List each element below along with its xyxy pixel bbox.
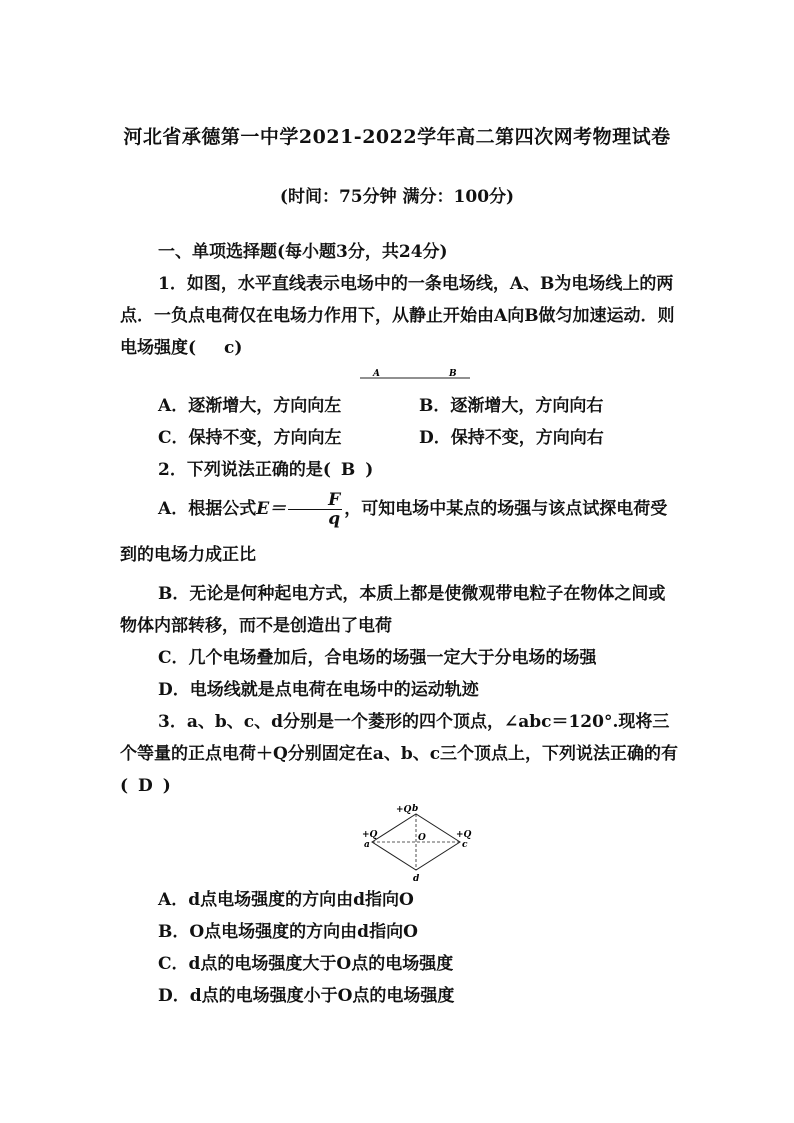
vertex-d-label: d bbox=[413, 874, 420, 884]
field-line-diagram bbox=[120, 364, 680, 390]
question-1-answer: c bbox=[224, 338, 235, 358]
section-heading: 一、单项选择题(每小题3分，共24分) bbox=[158, 242, 448, 262]
question-2-option-d: D．电场线就是点电荷在电场中的运动轨迹 bbox=[158, 680, 479, 700]
question-2-option-c: C．几个电场叠加后，合电场的场强一定大于分电场的场强 bbox=[158, 648, 597, 668]
charge-c-label: +Q bbox=[456, 830, 472, 840]
question-3-figure bbox=[120, 802, 680, 884]
question-2-stem: 2．下列说法正确的是( B ) bbox=[158, 460, 374, 480]
question-1-option-c: C．保持不变，方向向左 bbox=[158, 428, 342, 448]
question-1-options-row-1 bbox=[120, 390, 680, 422]
question-3-option-c: C．d点的电场强度大于O点的电场强度 bbox=[158, 954, 454, 974]
question-3-stem: 3．a、b、c、d分别是一个菱形的四个顶点，∠abc＝120°.现将三个等量的正点电荷＋Q分别固定在a、b、c三个顶点上，下列说法正确的有( D ) bbox=[120, 712, 679, 796]
point-a-label: A bbox=[373, 369, 380, 379]
vertex-c-label: c bbox=[462, 840, 468, 850]
question-1-figure bbox=[120, 364, 680, 390]
point-b-label: B bbox=[449, 369, 457, 379]
question-1-stem: 1．如图，水平直线表示电场中的一条电场线，A、B为电场线上的两点．一负点电荷仅在电场力作用下，从静止开始由A向B做匀加速运动．则电场强度( c) bbox=[120, 274, 675, 358]
question-1-option-d: D．保持不变，方向向右 bbox=[419, 428, 604, 448]
rhombus-diagram bbox=[120, 802, 680, 884]
question-1-option-a: A．逐渐增大，方向向左 bbox=[158, 396, 342, 416]
question-1-option-b: B．逐渐增大，方向向右 bbox=[419, 396, 604, 416]
question-3-answer: D bbox=[138, 776, 153, 796]
question-3-option-a: A．d点电场强度的方向由d指向O bbox=[158, 890, 414, 910]
vertex-b-label: b bbox=[412, 804, 419, 814]
charge-a-label: +Q bbox=[362, 830, 378, 840]
question-2-option-a: A．根据公式E＝ $\frac{F}{q}$ ，可知电场中某点的场强与该点试探电荷受到的电场力成正比 bbox=[120, 490, 668, 565]
question-2-option-b: B．无论是何种起电方式，本质上都是使微观带电粒子在物体之间或物体内部转移，而不是创造出了电荷 bbox=[120, 584, 666, 636]
exam-title: 河北省承德第一中学2021-2022学年高二第四次网考物理试卷 bbox=[123, 126, 671, 148]
formula-lhs: E＝ bbox=[256, 499, 287, 519]
question-2-answer: B bbox=[340, 460, 356, 480]
formula-fraction: $\frac{F}{q}$ bbox=[288, 491, 342, 528]
exam-subtitle: (时间：75分钟 满分：100分) bbox=[279, 187, 515, 207]
question-3-option-d: D．d点的电场强度小于O点的电场强度 bbox=[158, 986, 455, 1006]
question-3-option-b: B．O点电场强度的方向由d指向O bbox=[158, 922, 418, 942]
charge-b-label: +Q bbox=[396, 805, 412, 815]
vertex-a-label: a bbox=[364, 840, 370, 850]
exam-content bbox=[120, 236, 680, 1012]
question-1-options-row-2 bbox=[120, 422, 680, 454]
center-o-label: O bbox=[418, 833, 426, 843]
